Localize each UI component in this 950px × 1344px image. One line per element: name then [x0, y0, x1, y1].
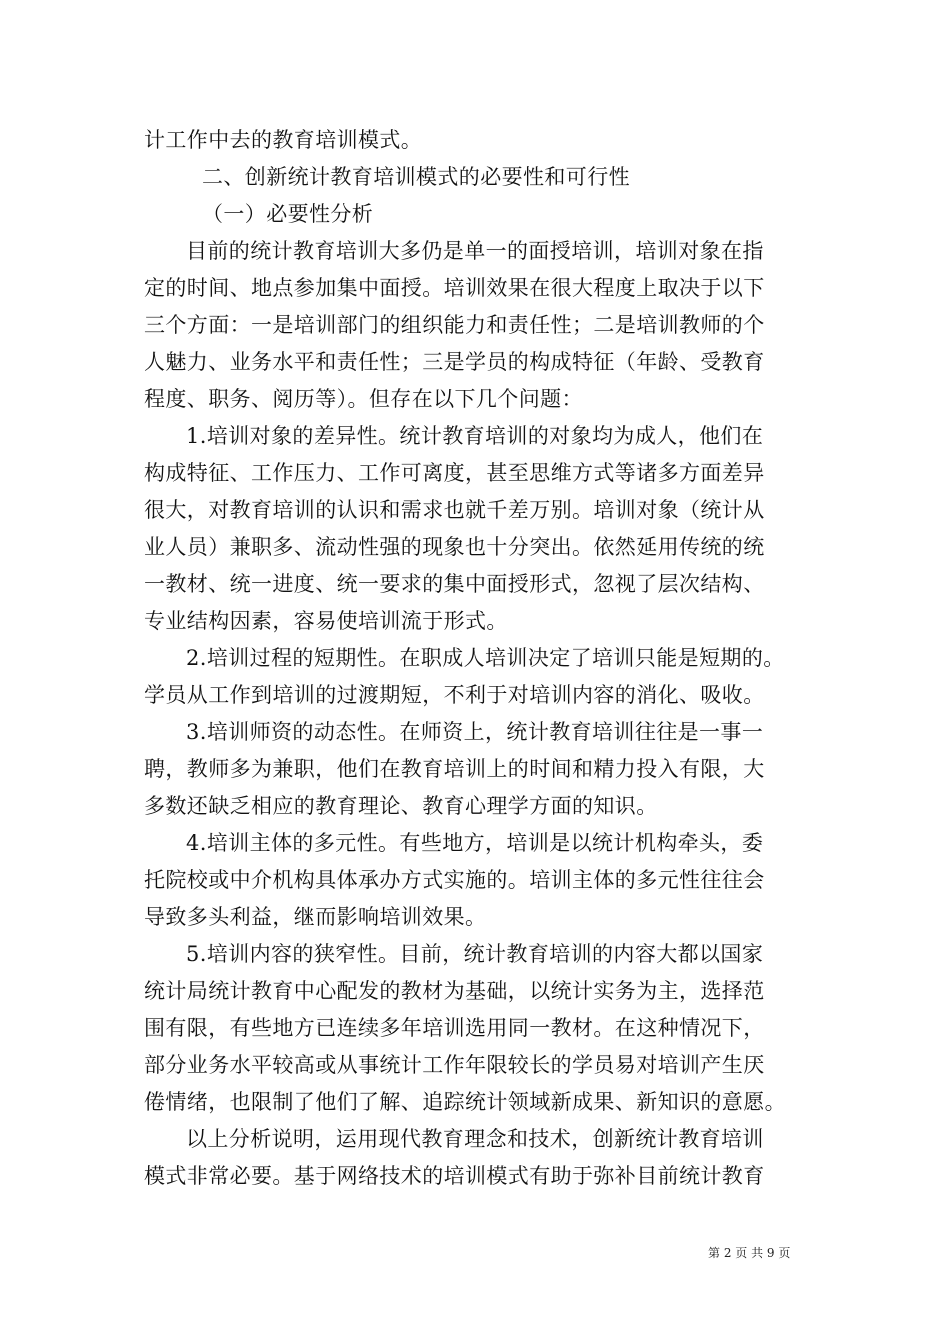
list-item-heading: 3.培训师资的动态性。在师资上，统计教育培训往往是一事一 — [186, 720, 764, 744]
list-item-heading: 5.培训内容的狭窄性。目前，统计教育培训的内容大都以国家 — [186, 942, 764, 966]
subsection-heading: （一）必要性分析 — [202, 202, 374, 226]
text-line: 业人员）兼职多、流动性强的现象也十分突出。依然延用传统的统 — [144, 535, 765, 559]
section-heading: 二、创新统计教育培训模式的必要性和可行性 — [202, 165, 630, 189]
text-line: 目前的统计教育培训大多仍是单一的面授培训，培训对象在指 — [186, 239, 764, 263]
text-line: 统计局统计教育中心配发的教材为基础，以统计实务为主，选择范 — [144, 979, 765, 1003]
text-line: 很大，对教育培训的认识和需求也就千差万别。培训对象（统计从 — [144, 498, 765, 522]
document-body — [144, 122, 814, 1195]
text-line: 倦情绪，也限制了他们了解、追踪统计领域新成果、新知识的意愿。 — [144, 1090, 786, 1114]
text-line: 聘，教师多为兼职，他们在教育培训上的时间和精力投入有限，大 — [144, 757, 765, 781]
list-item-heading: 1.培训对象的差异性。统计教育培训的对象均为成人，他们在 — [186, 424, 764, 448]
text-line: 学员从工作到培训的过渡期短，不利于对培训内容的消化、吸收。 — [144, 683, 765, 707]
list-item-heading: 2.培训过程的短期性。在职成人培训决定了培训只能是短期的。 — [186, 646, 785, 670]
text-line: 导致多头利益，继而影响培训效果。 — [144, 905, 487, 929]
text-line: 三个方面：一是培训部门的组织能力和责任性；二是培训教师的个 — [144, 313, 765, 337]
text-line: 部分业务水平较高或从事统计工作年限较长的学员易对培训产生厌 — [144, 1053, 765, 1077]
text-line: 模式非常必要。基于网络技术的培训模式有助于弥补目前统计教育 — [144, 1164, 765, 1188]
list-item-heading: 4.培训主体的多元性。有些地方，培训是以统计机构牵头，委 — [186, 831, 764, 855]
text-line: 定的时间、地点参加集中面授。培训效果在很大程度上取决于以下 — [144, 276, 765, 300]
text-line: 围有限，有些地方已连续多年培训选用同一教材。在这种情况下， — [144, 1016, 765, 1040]
text-line: 专业结构因素，容易使培训流于形式。 — [144, 609, 508, 633]
text-line: 多数还缺乏相应的教育理论、教育心理学方面的知识。 — [144, 794, 658, 818]
text-line: 一教材、统一进度、统一要求的集中面授形式，忽视了层次结构、 — [144, 572, 765, 596]
text-line: 计工作中去的教育培训模式。 — [144, 128, 423, 152]
text-line: 以上分析说明，运用现代教育理念和技术，创新统计教育培训 — [186, 1127, 764, 1151]
text-line: 人魅力、业务水平和责任性；三是学员的构成特征（年龄、受教育 — [144, 350, 765, 374]
text-line: 托院校或中介机构具体承办方式实施的。培训主体的多元性往往会 — [144, 868, 765, 892]
text-line: 构成特征、工作压力、工作可离度，甚至思维方式等诸多方面差异 — [144, 461, 765, 485]
text-line: 程度、职务、阅历等）。但存在以下几个问题： — [144, 387, 583, 411]
page-number: 第 2 页 共 9 页 — [708, 1246, 791, 1260]
